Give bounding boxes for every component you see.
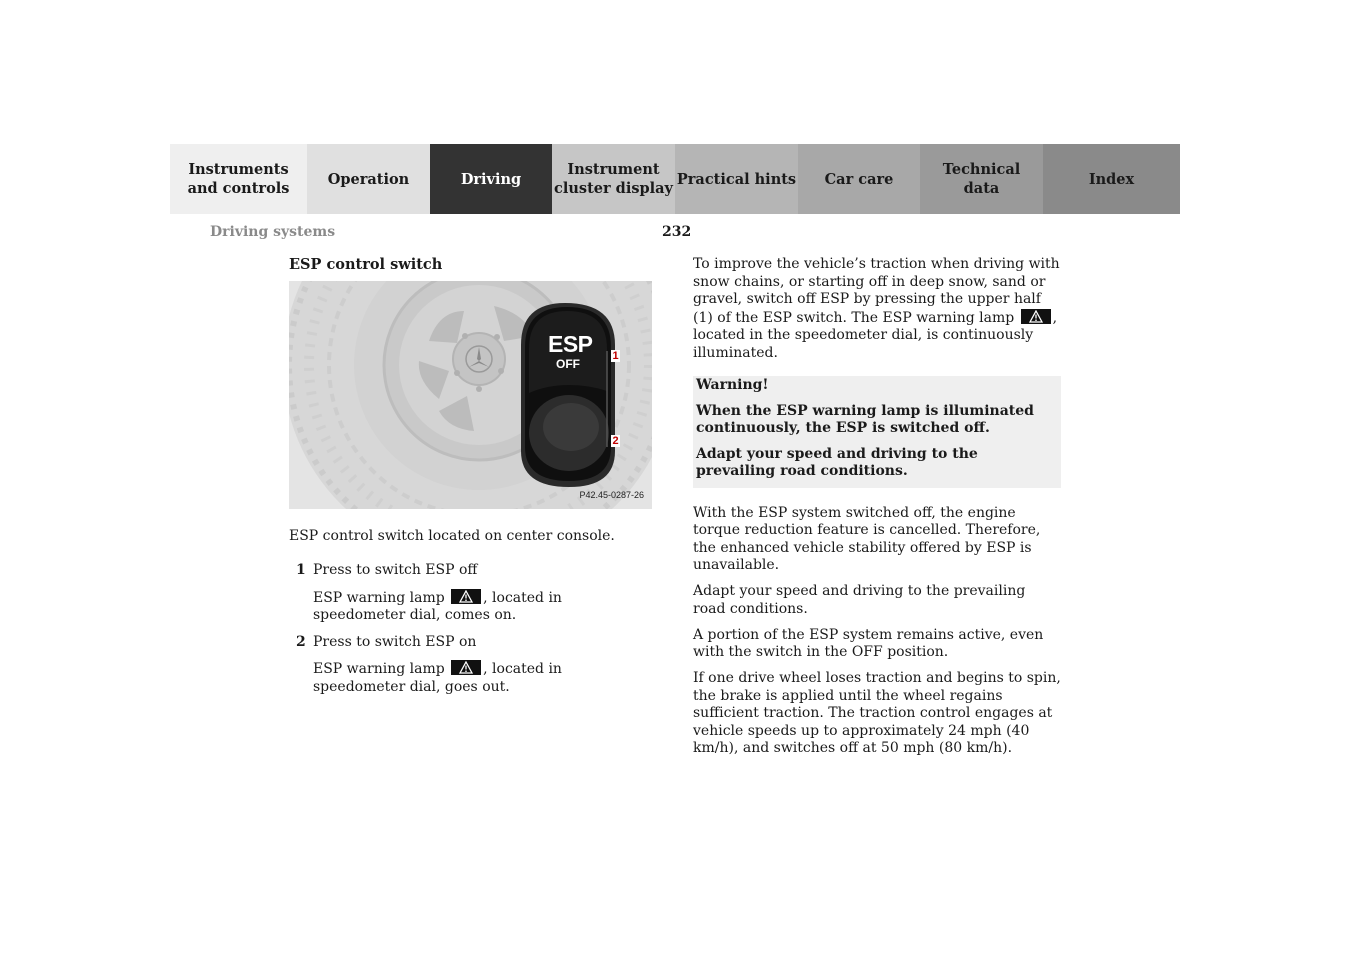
wheel-and-switch-drawing	[289, 281, 652, 509]
item-detail-text: ESP warning lamp	[313, 589, 445, 606]
list-item	[289, 634, 654, 697]
tab-technical-data[interactable]: Technical data	[920, 144, 1043, 214]
intro-paragraph	[693, 256, 1061, 362]
esp-button-label: ESP	[548, 331, 593, 357]
right-column	[693, 256, 1061, 766]
figure-code: P42.45-0287-26	[579, 490, 644, 500]
section-title: Driving systems	[210, 224, 336, 240]
tab-operation[interactable]: Operation	[307, 144, 430, 214]
esp-switch-illustration	[289, 281, 652, 509]
item-detail-text: ESP warning lamp	[313, 661, 445, 677]
page-number: 232	[662, 224, 692, 240]
body-paragraph: Adapt your speed and driving to the prevailing road conditions.	[693, 583, 1026, 617]
warning-line-1: When the ESP warning lamp is illuminated continuously, the ESP is switched off.	[696, 402, 1034, 436]
tab-instruments-and-controls[interactable]: Instruments and controls	[170, 144, 307, 214]
callout-1: 1	[612, 350, 619, 362]
figure-caption: ESP control switch located on center console.	[289, 527, 615, 544]
body-paragraph: With the ESP system switched off, the engine torque reduction feature is cancelled. Therefore, the enhanced vehicle stability offered by ESP is unavailable.	[693, 504, 1041, 573]
tab-instrument-cluster-display[interactable]: Instrument cluster display	[552, 144, 675, 214]
list-item	[289, 562, 654, 625]
esp-warning-lamp-icon	[1021, 309, 1051, 324]
esp-warning-lamp-icon	[451, 589, 481, 604]
item-text: Press to switch ESP on	[313, 633, 477, 650]
chapter-tabs	[170, 144, 1180, 214]
item-number: 1	[296, 562, 306, 578]
esp-button-sublabel: OFF	[556, 357, 580, 371]
item-detail	[313, 660, 654, 696]
item-text: Press to switch ESP off	[313, 562, 478, 578]
intro-text: To improve the vehicle’s traction when driving with snow chains, or starting off in deep snow, sand or gravel, switch off ESP by pressing the upper half (1) of the ESP switch. The ESP warning lamp	[693, 256, 1060, 326]
intro-text-end: , located in the speedometer dial, is continuously illuminated.	[693, 309, 1058, 361]
tab-index[interactable]: Index	[1043, 144, 1180, 214]
warning-box	[693, 376, 1061, 488]
warning-title: Warning!	[696, 377, 769, 393]
item-detail-text-end: , located in speedometer dial, comes on.	[313, 589, 562, 623]
esp-switch-heading: ESP control switch	[289, 256, 443, 273]
callout-2: 2	[612, 435, 619, 447]
tab-driving[interactable]: Driving	[430, 144, 552, 214]
tab-car-care[interactable]: Car care	[798, 144, 920, 214]
item-detail-text-end: , located in speedometer dial, goes out.	[313, 661, 562, 695]
item-number: 2	[296, 633, 306, 650]
warning-line-2: Adapt your speed and driving to the prevailing road conditions.	[696, 445, 978, 479]
esp-warning-lamp-icon	[451, 660, 481, 675]
left-column	[289, 256, 654, 705]
tab-practical-hints[interactable]: Practical hints	[675, 144, 798, 214]
body-paragraph: If one drive wheel loses traction and begins to spin, the brake is applied until the wheel regains sufficient traction. The traction control engages at vehicle speeds up to approximately 24 mph (40 km/h), and switches off at 50 mph (80 km/h).	[693, 670, 1061, 756]
item-detail	[313, 589, 654, 625]
switch-function-list	[289, 562, 654, 696]
body-paragraph: A portion of the ESP system remains active, even with the switch in the OFF position.	[693, 626, 1044, 660]
